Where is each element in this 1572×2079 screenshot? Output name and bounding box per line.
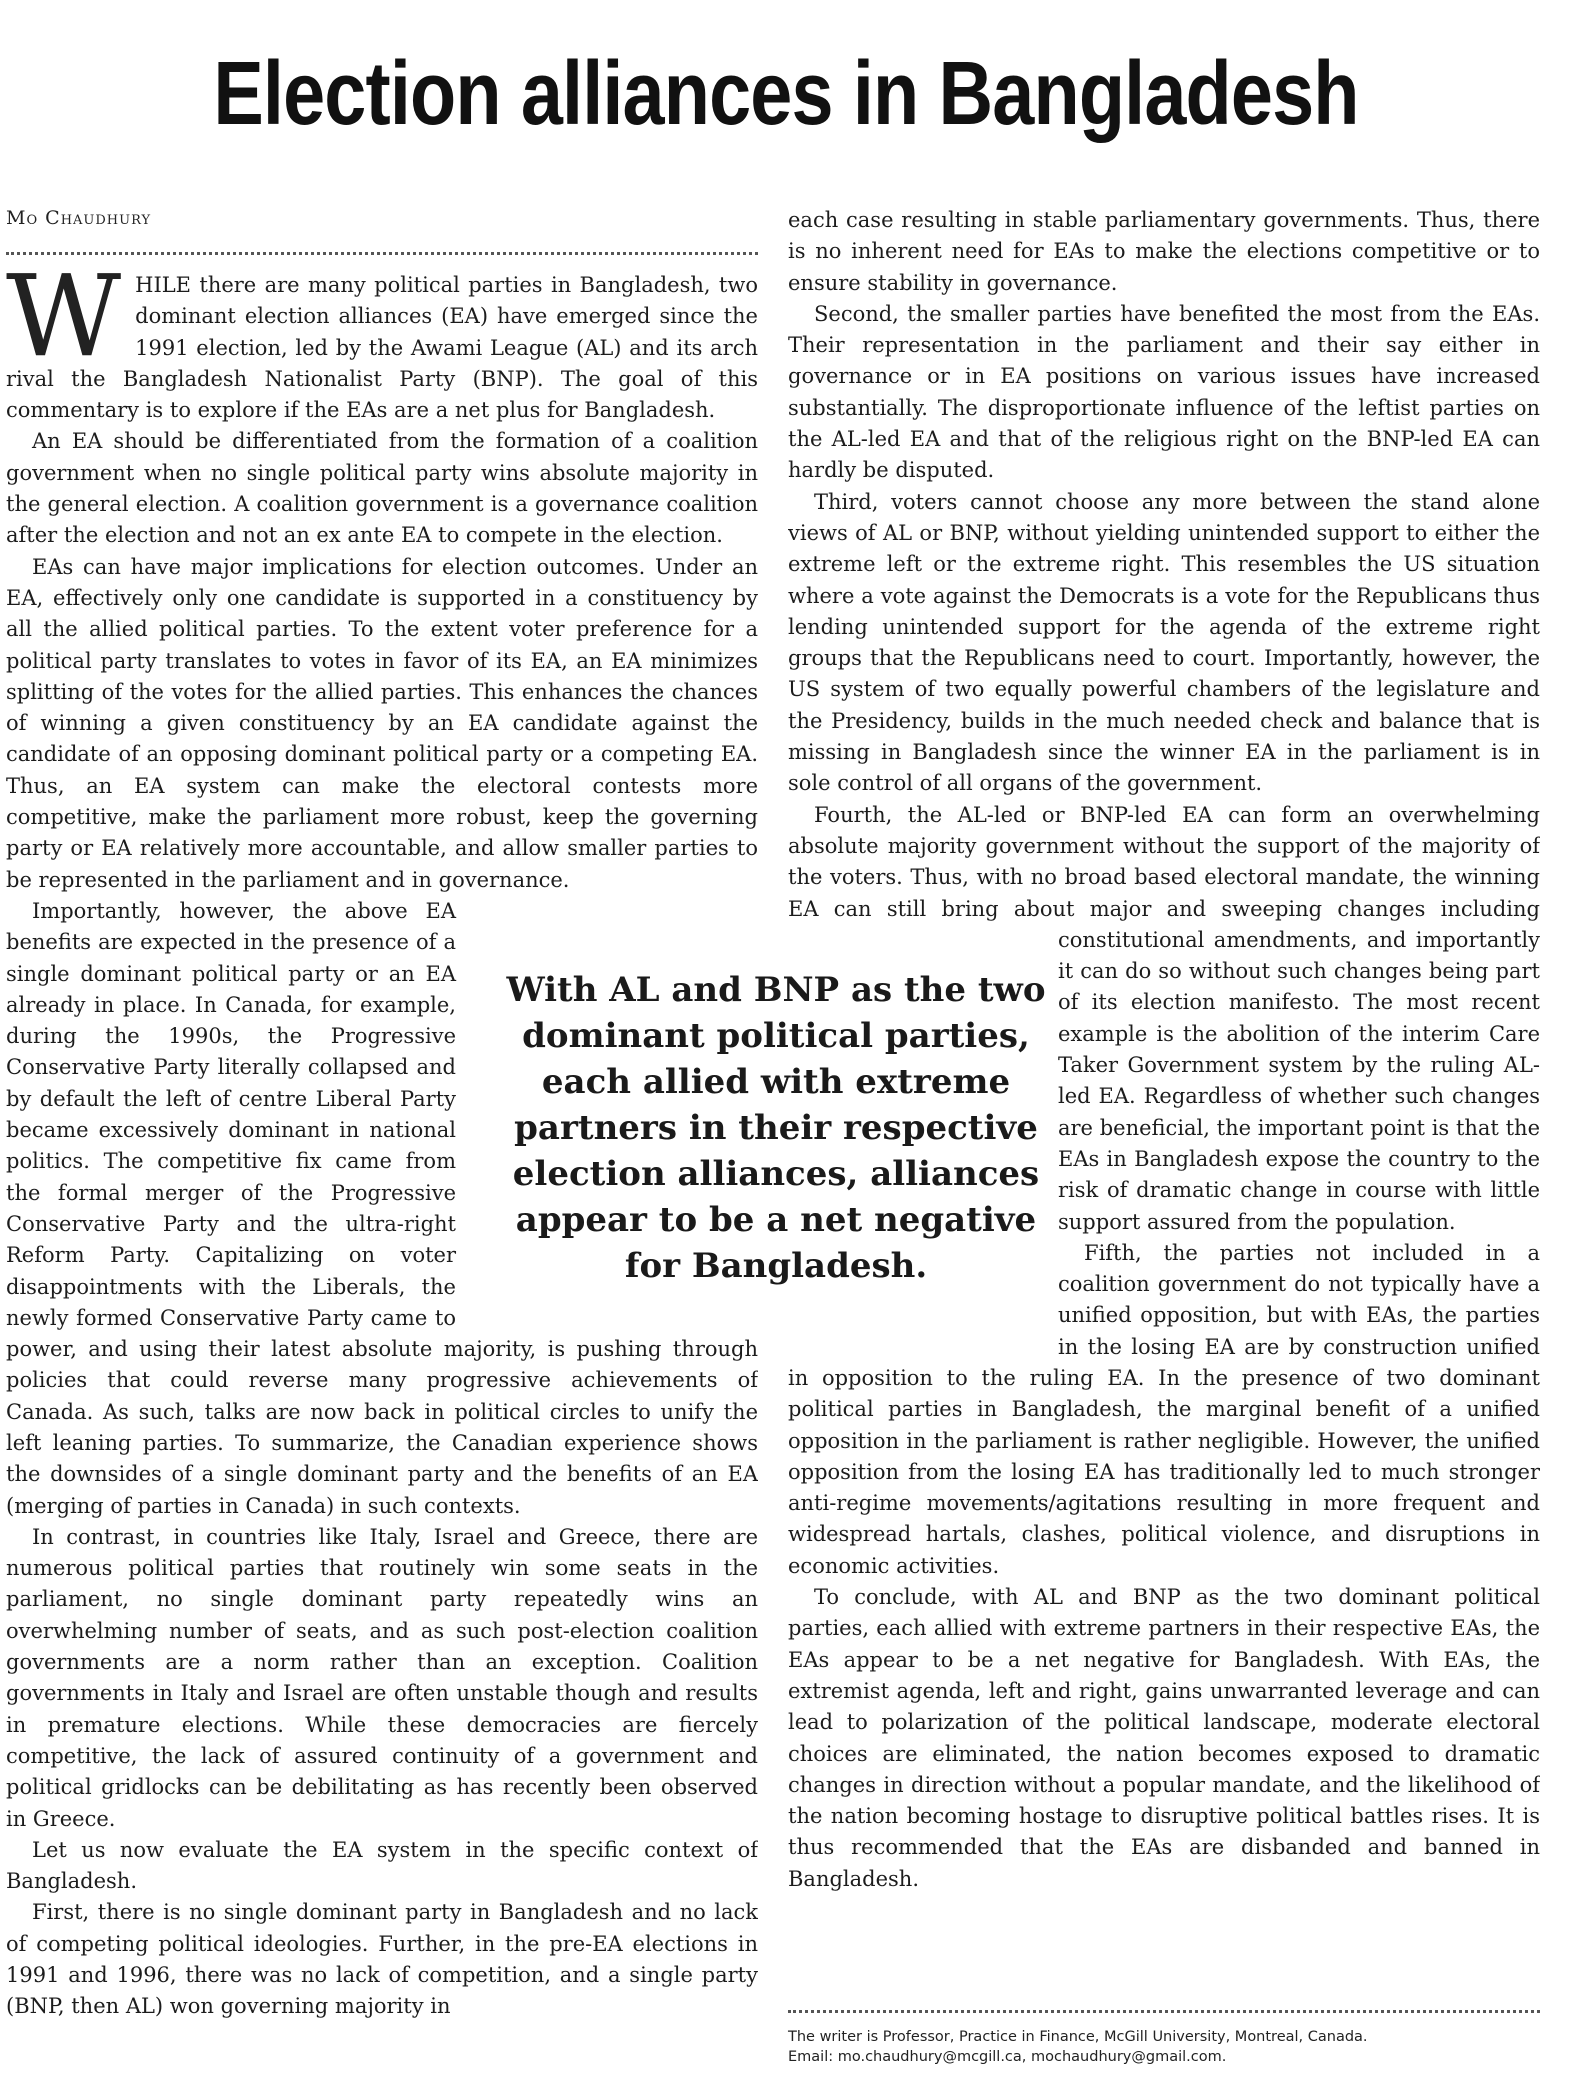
body-paragraph: Second, the smaller parties have benefited the most from the EAs. Their representation in the parliament and their say either in governance or in EA positions on various issues have increased substantially. The disproportionate influence of the leftist parties on the AL-led EA and that of the religious right on the BNP-led EA can hardly be disputed. (788, 301, 1540, 483)
body-paragraph: Third, voters cannot choose any more between the stand alone views of AL or BNP, without yielding unintended support to either the extreme left or the extreme right. This resembles the US situation where a vote against the Democrats is a vote for the Republicans thus lending unintended support for the agenda of the extreme right groups that the Republicans need to court. Importantly, however, the US system of two equally powerful chambers of the legislature and the Presidency, builds in the much needed check and balance that is missing in Bangladesh since the winner EA in the parliament is in sole control of all organs of the government. (788, 489, 1540, 796)
footer-divider (788, 2010, 1540, 2013)
author-bio: The writer is Professor, Practice in Finance, McGill University, Montreal, Canada. (788, 2029, 1368, 2045)
headline: Election alliances in Bangladesh (213, 44, 1359, 144)
body-paragraph: In contrast, in countries like Italy, Israel and Greece, there are numerous political parties that routinely win some seats in the parliament, no single dominant party repeatedly wins an overwhelming number of seats, and as such post-election coalition governments are a norm rather than an exception. Coalition governments in Italy and Israel are often unstable though and results in premature elections. While these democracies are fiercely competitive, the lack of assured continuity of a government and political gridlocks can be debilitating as has recently been observed in Greece. (6, 1524, 758, 1831)
body-paragraph: First, there is no single dominant party in Bangladesh and no lack of competing political ideologies. Further, in the pre-EA elections in 1991 and 1996, there was no lack of competition, and a single party (BNP, then AL) won governing majority in (6, 1900, 758, 2019)
byline: Mo Chaudhury (6, 207, 152, 229)
body-paragraph: each case resulting in stable parliamentary governments. Thus, there is no inherent need for EAs to make the elections competitive or to ensure stability in governance. (788, 208, 1540, 295)
body-paragraph: Fifth, the parties not included in a coalition government do not typically have a unified opposition, but with EAs, the parties in the losing EA are by construction unified in opposition to the ruling EA. In the presence of two dominant political parties in Bangladesh, the marginal benefit of a unified opposition in the parliament is rather negligible. However, the unified opposition from the losing EA has traditionally led to much stronger anti-regime movements/agitations resulting in more frequent and widespread hartals, clashes, political violence, and disruptions in economic activities. (788, 1240, 1540, 1578)
lead-paragraph-text: HILE there are many political parties in Bangladesh, two dominant election alliances (EA) have emerged since the 1991 election, led by the Awami League (AL) and its arch rival the Bangladesh Nationalist Party (BNP). The goal of this commentary is to explore if the EAs are a net plus for Bangladesh. (6, 273, 758, 423)
lead-paragraph (6, 270, 758, 426)
pull-quote: With AL and BNP as the two dominant political parties, each allied with extreme partners in their respective election alliances, alliances appear to be a net negative for Bangladesh. (506, 970, 1046, 1286)
author-email: Email: mo.chaudhury@mcgill.ca, mochaudhury@gmail.com. (788, 2049, 1227, 2065)
drop-cap: W (6, 270, 122, 382)
author-note (788, 2027, 1540, 2067)
body-paragraph: An EA should be differentiated from the formation of a coalition government when no single political party wins absolute majority in the general election. A coalition government is a governance coalition after the election and not an ex ante EA to compete in the election. (6, 429, 758, 548)
body-paragraph: EAs can have major implications for election outcomes. Under an EA, effectively only one candidate is supported in a constituency by all the allied political parties. To the extent voter preference for a political party translates to votes in favor of its EA, an EA minimizes splitting of the votes for the allied parties. This enhances the chances of winning a given constituency by an EA candidate against the candidate of an opposing dominant political party or a competing EA. Thus, an EA system can make the electoral contests more competitive, make the parliament more robust, keep the governing party or EA relatively more accountable, and allow smaller parties to be represented in the parliament and in governance. (6, 554, 758, 892)
byline-divider (6, 252, 758, 255)
body-paragraph: Let us now evaluate the EA system in the specific context of Bangladesh. (6, 1837, 758, 1894)
body-paragraph: Importantly, however, the above EA benefits are expected in the presence of a single dominant political party or an EA already in place. In Canada, for example, during the 1990s, the Progressive Conservative Party literally collapsed and by default the left of centre Liberal Party became excessively dominant in national politics. The competitive fix came from the formal merger of the Progressive Conservative Party and the ultra-right Reform Party. Capitalizing on voter disappointments with the Liberals, the newly formed Conservative Party came to power, and using their latest absolute majority, is pushing through policies that could reverse many progressive achievements of Canada. As such, talks are now back in political circles to unify the left leaning parties. To summarize, the Canadian experience shows the downsides of a single dominant party and the benefits of an EA (merging of parties in Canada) in such contexts. (6, 898, 758, 1518)
body-paragraph: To conclude, with AL and BNP as the two dominant political parties, each allied with extreme partners in their respective EAs, the EAs appear to be a net negative for Bangladesh. With EAs, the extremist agenda, left and right, gains unwarranted leverage and can lead to polarization of the political landscape, moderate electoral choices are eliminated, the nation becomes exposed to dramatic changes in direction without a popular mandate, and the likelihood of the nation becoming hostage to disruptive political battles rises. It is thus recommended that the EAs are disbanded and banned in Bangladesh. (788, 1585, 1540, 1891)
wrapped-paragraph-text: Fourth, the AL-led or BNP-led EA can form an overwhelming absolute majority government without the support of the majority of the voters. Thus, with no broad based electoral mandate, the winning EA can still bring about major and sweeping changes including constitutional amendments, and importantly it can do so without such changes being part of its election manifesto. The most recent example is the abolition of the interim Care Taker Government system by the ruling AL-led EA. Regardless of whether such changes are beneficial, the important point is that the EAs in Bangladesh expose the country to the risk of dramatic change in course with little support assured from the population. (788, 802, 1540, 1234)
